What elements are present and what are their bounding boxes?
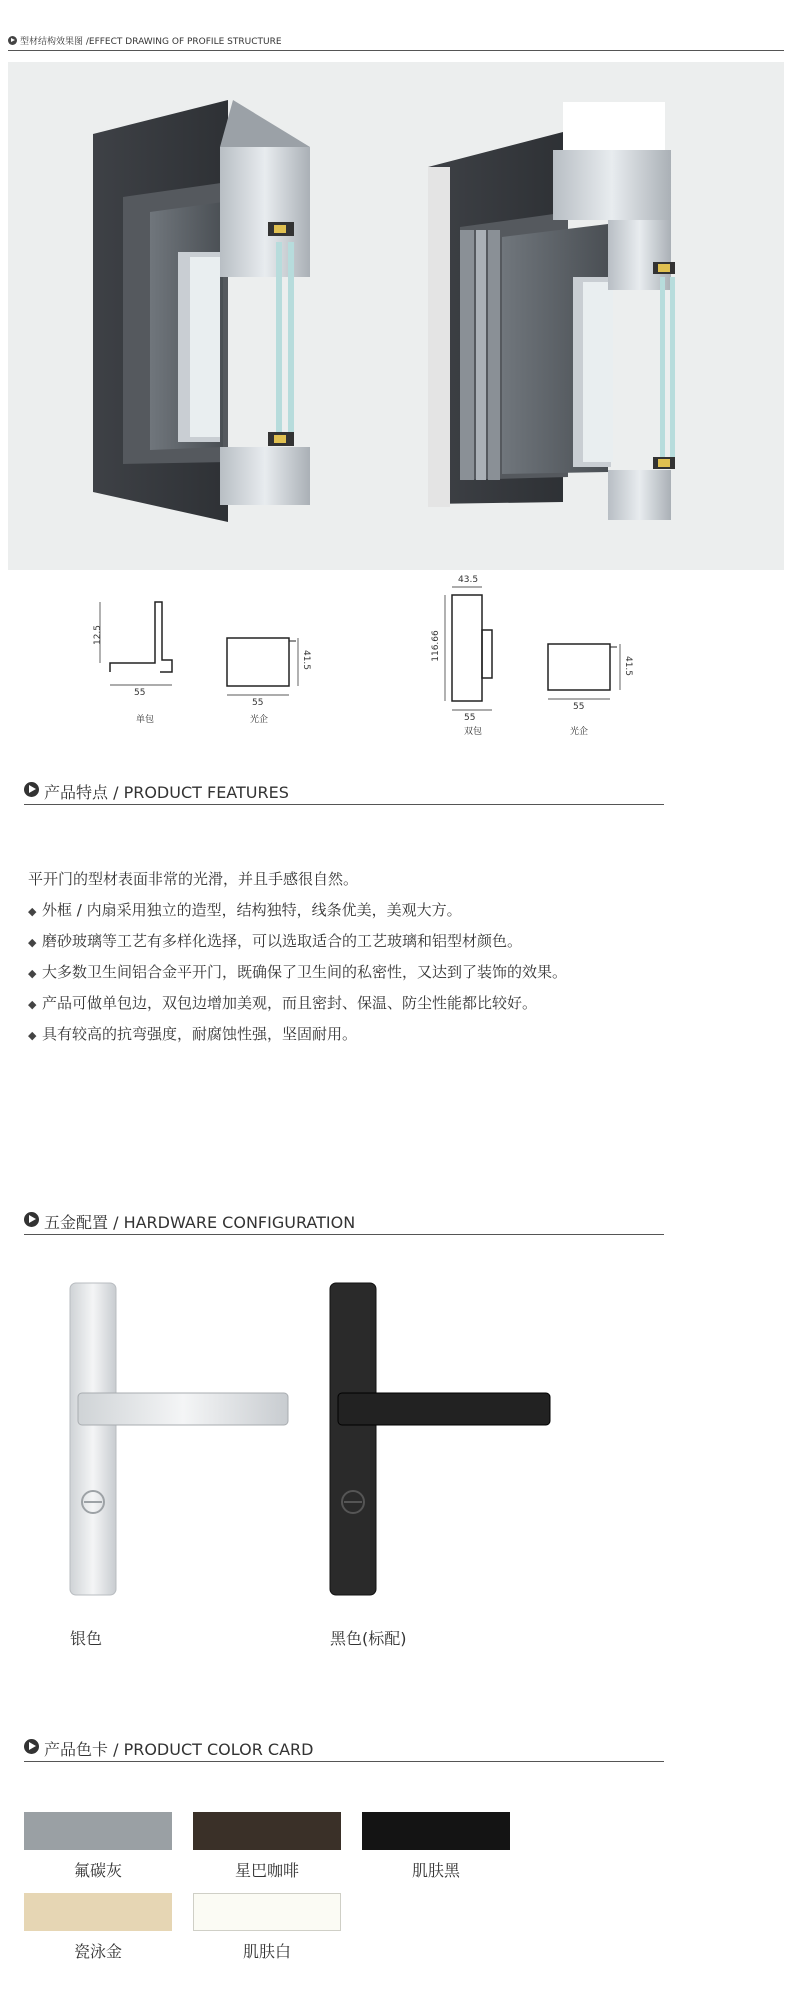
black-handle-drawing — [320, 1280, 570, 1610]
color-swatch[interactable] — [193, 1893, 341, 1931]
features-section-header — [24, 778, 664, 805]
light1-dim-height: 41.5 — [301, 649, 312, 671]
black-handle-image — [320, 1280, 570, 1610]
double-wrap-render — [428, 102, 675, 520]
light1-label: 光企 — [249, 715, 268, 725]
color-section-header — [24, 1735, 664, 1762]
play-circle-icon — [24, 1739, 39, 1754]
color-swatch-label: 星巴咖啡 — [234, 1861, 299, 1880]
bullet-diamond-icon: ◆ — [28, 905, 37, 918]
color-swatch-label: 瓷泳金 — [73, 1942, 122, 1961]
silver-handle-image — [60, 1280, 310, 1610]
color-swatch[interactable] — [24, 1812, 172, 1850]
feature-item: ◆ 外框 / 内扇采用独立的造型，结构独特，线条优美，美观大方。 — [28, 901, 462, 919]
silver-handle-drawing — [60, 1280, 310, 1610]
feature-item: ◆ 大多数卫生间铝合金平开门，既确保了卫生间的私密性，又达到了装饰的效果。 — [28, 963, 568, 981]
hardware-section-header — [24, 1208, 664, 1235]
profile-render-drawing — [8, 62, 784, 570]
light1-dim-width: 55 — [252, 698, 264, 708]
double-dim-width: 55 — [464, 713, 476, 723]
color-swatch[interactable] — [362, 1812, 510, 1850]
color-swatch[interactable] — [193, 1812, 341, 1850]
play-arrow-icon — [8, 36, 17, 45]
play-circle-icon — [24, 782, 39, 797]
double-dim-height: 116.66 — [430, 630, 441, 662]
single-wrap-render — [93, 100, 310, 522]
single-dim-height: 12.5 — [93, 624, 104, 646]
color-swatch-label: 肌肤白 — [242, 1942, 291, 1961]
bullet-diamond-icon: ◆ — [28, 998, 37, 1011]
feature-item: ◆ 磨砂玻璃等工艺有多样化选择，可以选取适合的工艺玻璃和铝型材颜色。 — [28, 932, 523, 950]
double-dim-top: 43.5 — [458, 575, 479, 585]
structure-section-title: 型材结构效果图 /EFFECT DRAWING OF PROFILE STRUCTURE — [20, 37, 282, 47]
single-dim-width: 55 — [134, 688, 146, 698]
silver-handle-label: 银色 — [70, 1629, 103, 1648]
feature-item: ◆ 具有较高的抗弯强度，耐腐蚀性强，坚固耐用。 — [28, 1025, 358, 1043]
hardware-section-title: 五金配置 / HARDWARE CONFIGURATION — [44, 1213, 356, 1232]
bullet-diamond-icon: ◆ — [28, 1029, 37, 1042]
features-section-title: 产品特点 / PRODUCT FEATURES — [44, 783, 289, 802]
light2-label: 光企 — [569, 727, 588, 737]
black-handle-label: 黑色(标配) — [330, 1629, 407, 1648]
profile-line-drawings — [0, 575, 800, 735]
feature-item: ◆ 产品可做单包边，双包边增加美观，而且密封、保温、防尘性能都比较好。 — [28, 994, 538, 1012]
bullet-diamond-icon: ◆ — [28, 967, 37, 980]
color-swatch[interactable] — [24, 1893, 172, 1931]
profile-render-image — [8, 62, 784, 570]
play-circle-icon — [24, 1212, 39, 1227]
structure-section-header — [8, 34, 784, 51]
features-intro: 平开门的型材表面非常的光滑，并且手感很自然。 — [28, 870, 359, 888]
color-swatch-label: 氟碳灰 — [73, 1861, 122, 1880]
light2-dim-height: 41.5 — [623, 655, 634, 677]
bullet-diamond-icon: ◆ — [28, 936, 37, 949]
double-wrap-label: 双包 — [463, 727, 482, 737]
profile-sections — [0, 575, 800, 735]
color-swatch-label: 肌肤黑 — [411, 1861, 460, 1880]
light2-dim-width: 55 — [573, 702, 585, 712]
single-wrap-label: 单包 — [135, 715, 154, 725]
color-section-title: 产品色卡 / PRODUCT COLOR CARD — [44, 1740, 314, 1759]
